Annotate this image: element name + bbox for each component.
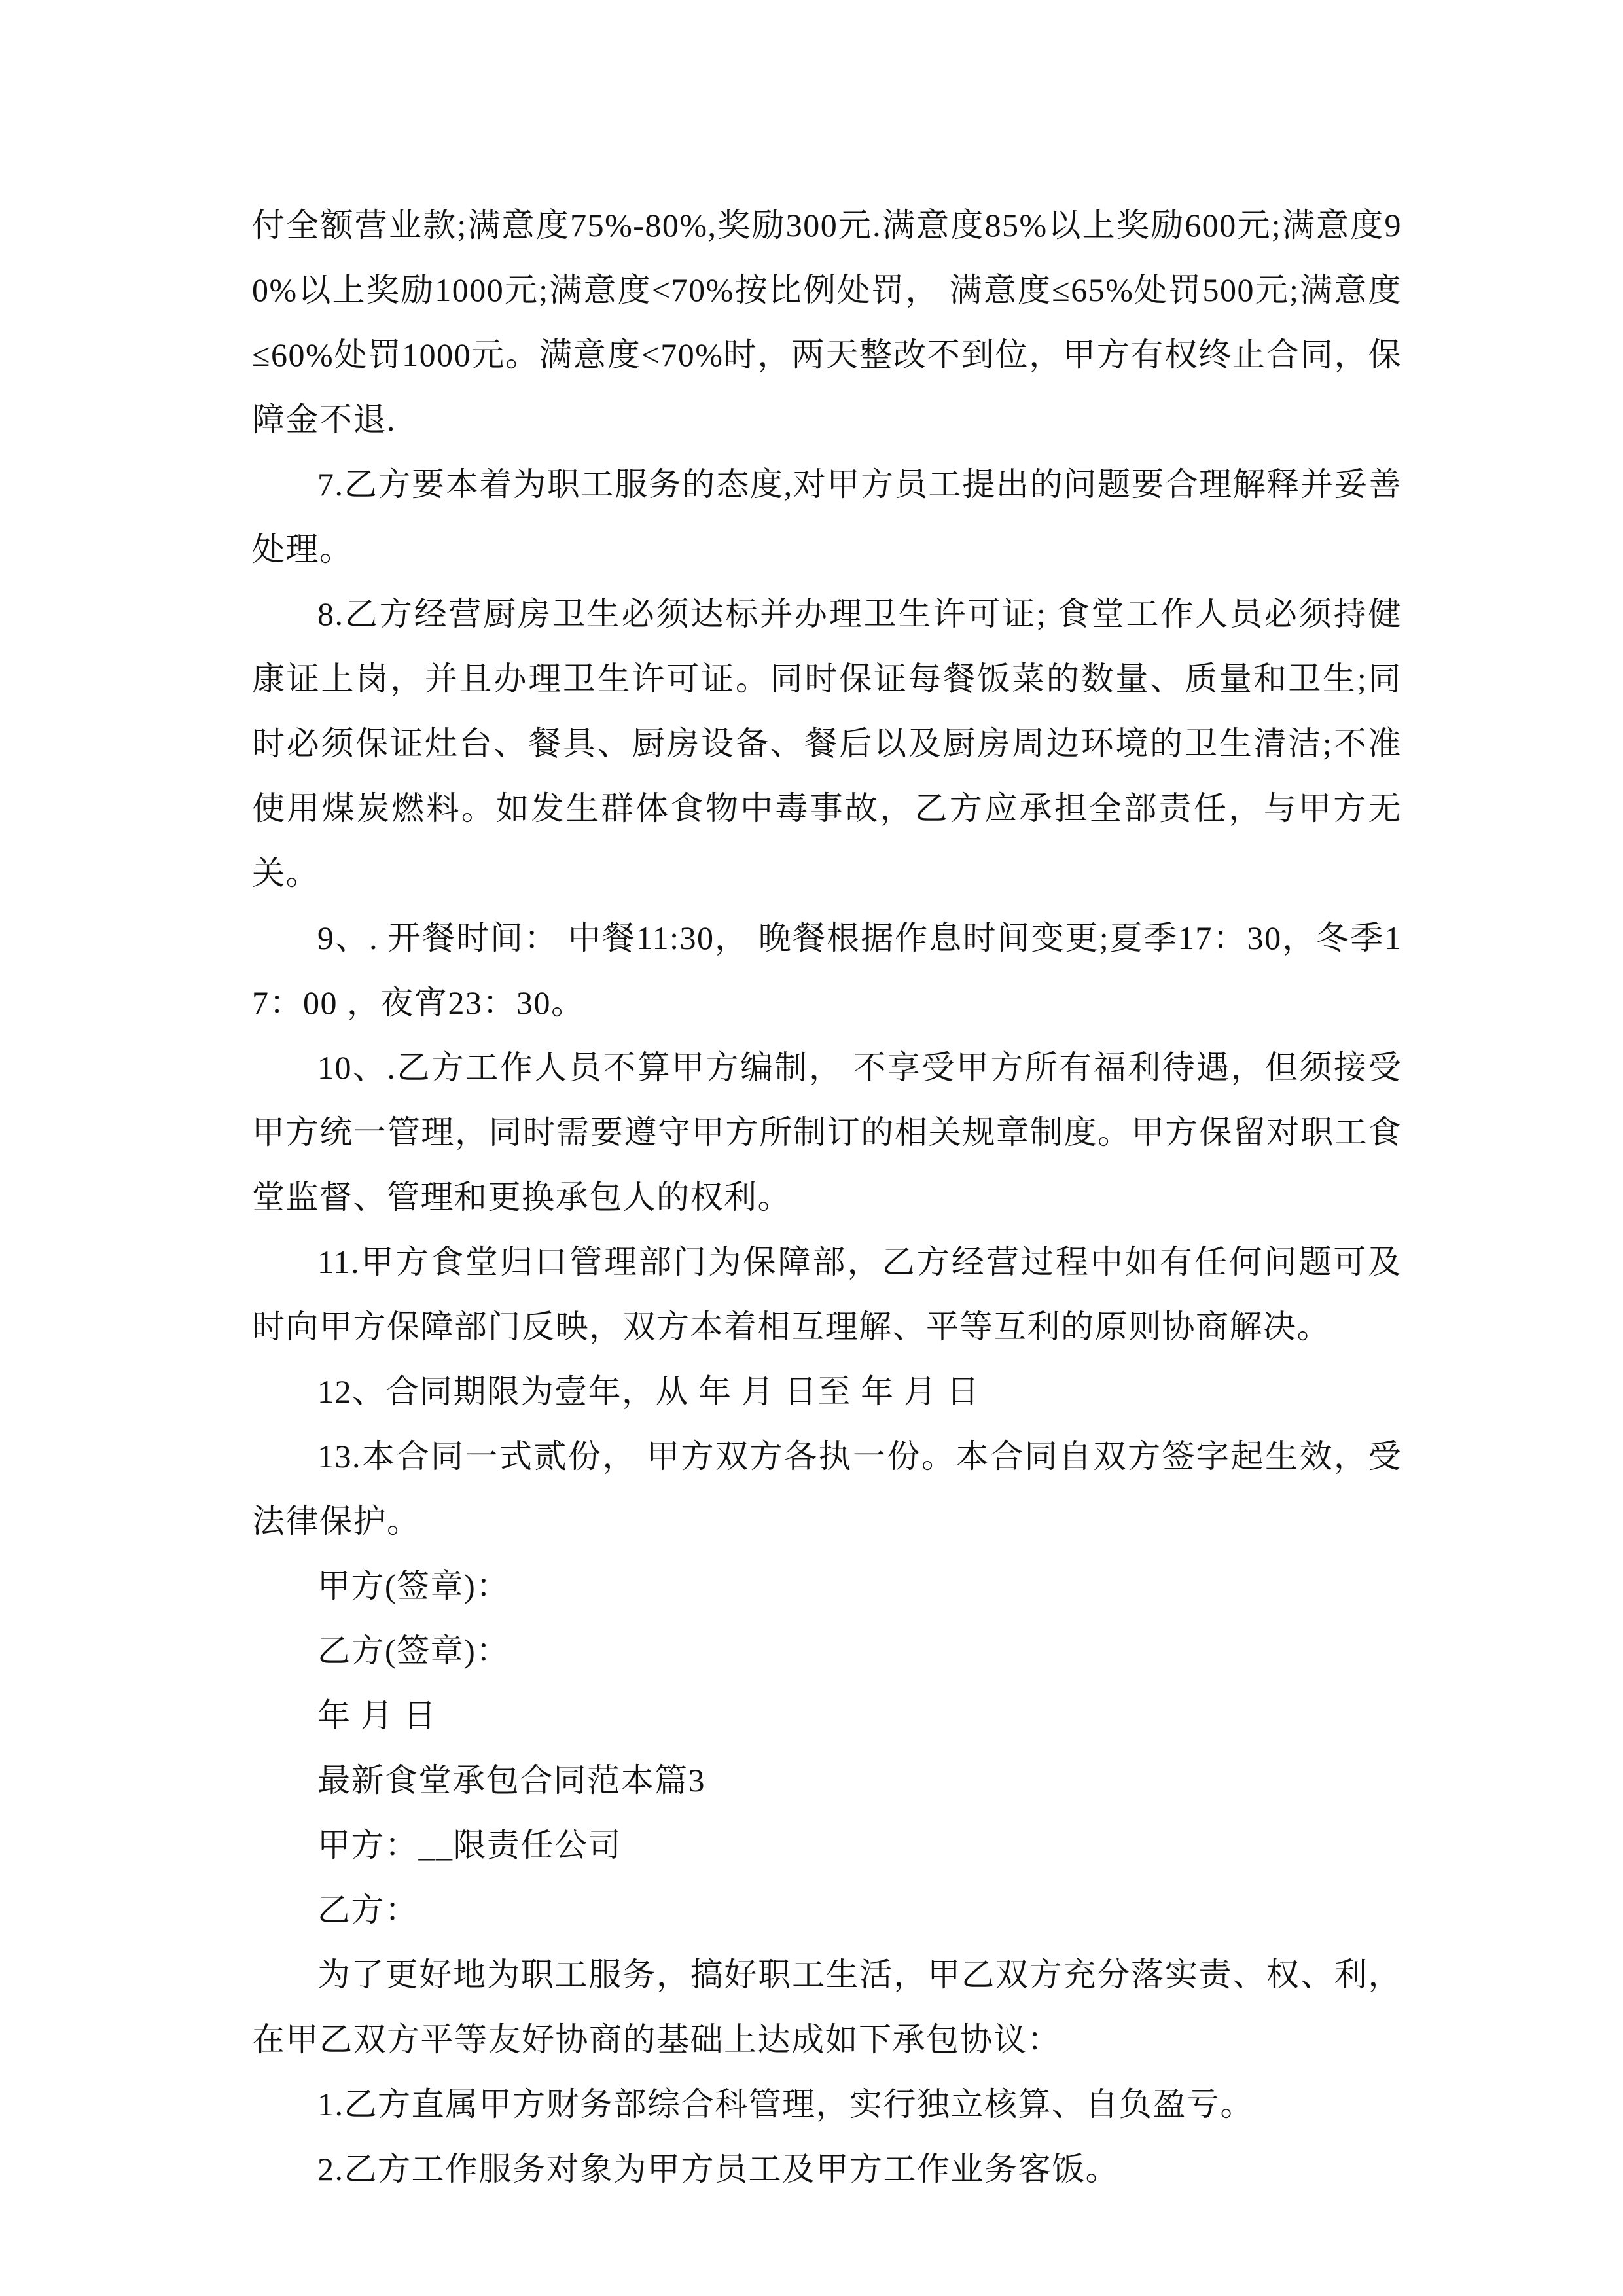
paragraph-10: 乙方(签章)： — [317, 1632, 510, 1669]
paragraph-1: 付全额营业款;满意度75%-80%,奖励300元.满意度85%以上奖励600元;满意度90%以上奖励1000元;满意度<70%按比例处罚， 满意度≤65%处罚500元;满意度≤60%处罚1000元。满意度<70%时，两天整改不到位，甲方有权终止合同，保障金不退. — [252, 207, 1402, 438]
paragraph-4: 9、. 开餐时间： 中餐11:30， 晚餐根据作息时间变更;夏季17：30，冬季17：00 ，夜宵23：30。 — [252, 920, 1402, 1021]
paragraph-7: 12、合同期限为壹年，从 年 月 日至 年 月 日 — [317, 1373, 980, 1410]
paragraph-13: 甲方：__限责任公司 — [317, 1827, 622, 1863]
paragraph-5: 10、.乙方工作人员不算甲方编制， 不享受甲方所有福利待遇，但须接受甲方统一管理，同时需要遵守甲方所制订的相关规章制度。甲方保留对职工食堂监督、管理和更换承包人的权利。 — [252, 1049, 1402, 1215]
paragraph-11: 年 月 日 — [317, 1697, 437, 1734]
paragraph-12: 最新食堂承包合同范本篇3 — [317, 1762, 705, 1799]
paragraph-17: 2.乙方工作服务对象为甲方员工及甲方工作业务客饭。 — [317, 2151, 1119, 2187]
paragraph-8: 13.本合同一式贰份， 甲方双方各执一份。本合同自双方签字起生效，受法律保护。 — [252, 1438, 1402, 1539]
paragraph-3: 8.乙方经营厨房卫生必须达标并办理卫生许可证; 食堂工作人员必须持健康证上岗，并且办理卫生许可证。同时保证每餐饭菜的数量、质量和卫生;同时必须保证灶台、餐具、厨房设备、餐后以及厨房周边环境的卫生清洁;不准使用煤炭燃料。如发生群体食物中毒事故，乙方应承担全部责任，与甲方无关。 — [252, 596, 1402, 891]
paragraph-15: 为了更好地为职工服务，搞好职工生活，甲乙双方充分落实责、权、利，在甲乙双方平等友好协商的基础上达成如下承包协议： — [252, 1956, 1402, 2058]
paragraph-2: 7.乙方要本着为职工服务的态度,对甲方员工提出的问题要合理解释并妥善处理。 — [252, 466, 1402, 567]
paragraph-16: 1.乙方直属甲方财务部综合科管理，实行独立核算、自负盈亏。 — [317, 2086, 1254, 2123]
paragraph-6: 11.甲方食堂归口管理部门为保障部，乙方经营过程中如有任何问题可及时向甲方保障部门反映，双方本着相互理解、平等互利的原则协商解决。 — [252, 1244, 1402, 1345]
document-body — [252, 193, 1402, 2202]
paragraph-14: 乙方： — [317, 1892, 419, 1928]
paragraph-9: 甲方(签章)： — [317, 1568, 510, 1604]
